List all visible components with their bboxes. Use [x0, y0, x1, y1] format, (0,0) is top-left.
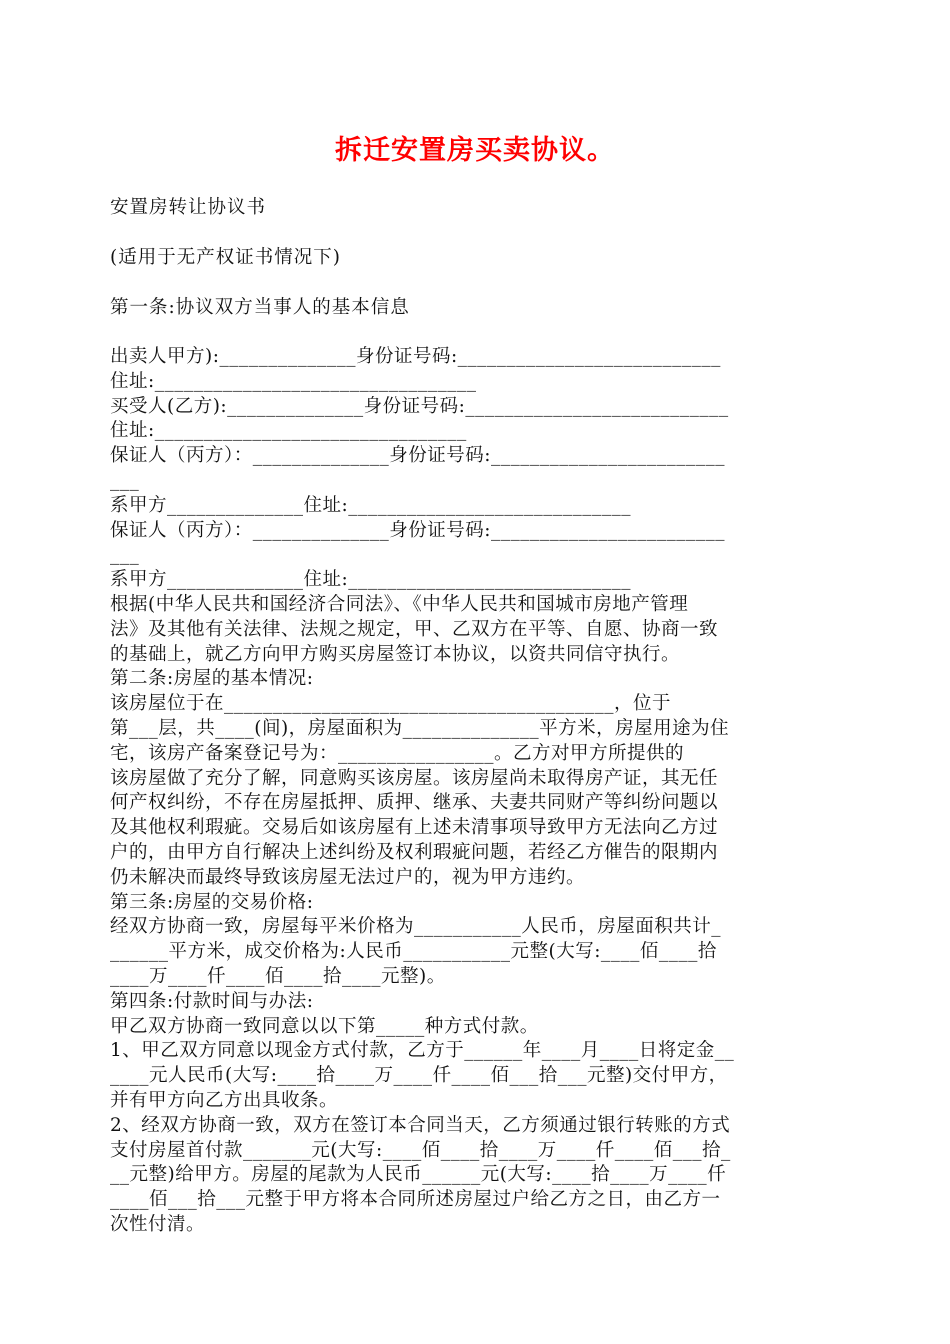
body-line: __元整)给甲方。房屋的尾款为人民币______元(大写:____拾____万____仟 — [110, 1164, 727, 1186]
body-line: 第四条:付款时间与办法: — [110, 990, 314, 1012]
article-one-heading: 第一条:协议双方当事人的基本信息 — [110, 297, 410, 318]
body-line: 该房屋位于在________________________________________，位于 — [110, 693, 672, 715]
body-line: 出卖人甲方):______________身份证号码:___________________________ — [110, 346, 721, 367]
intro-note: (适用于无产权证书情况下) — [110, 247, 341, 268]
body-line: ____佰___拾___元整于甲方将本合同所述房屋过户给乙方之日，由乙方一 — [110, 1189, 721, 1211]
body-line: ____万____仟____佰____拾____元整)。 — [110, 965, 446, 987]
body-line: 系甲方______________住址:_____________________________ — [110, 569, 631, 591]
body-line: 及其他权利瑕疵。交易后如该房屋有上述未清事项导致甲方无法向乙方过 — [110, 817, 719, 839]
body-line: 甲乙双方协商一致同意以以下第_____种方式付款。 — [110, 1015, 539, 1037]
body-line: 支付房屋首付款_______元(大写:____佰____拾____万____仟____佰___拾_ — [110, 1139, 731, 1161]
body-line: 户的，由甲方自行解决上述纠纷及权利瑕疵问题，若经乙方催告的限期内 — [110, 841, 719, 863]
body-line: 并有甲方向乙方出具收条。 — [110, 1089, 339, 1111]
body-line: 何产权纠纷，不存在房屋抵押、质押、继承、夫妻共同财产等纠纷问题以 — [110, 792, 719, 814]
body-line: 经双方协商一致，房屋每平米价格为___________人民币，房屋面积共计_ — [110, 916, 722, 938]
contract-body — [110, 345, 845, 1238]
body-line: ______平方米，成交价格为:人民币___________元整(大写:____佰____拾 — [110, 941, 717, 963]
body-line: 仍未解决而最终导致该房屋无法过户的，视为甲方违约。 — [110, 866, 586, 888]
body-line: 法》及其他有关法律、法规之规定，甲、乙双方在平等、自愿、协商一致 — [110, 618, 719, 640]
body-line: 根据(中华人民共和国经济合同法》、《中华人民共和国城市房地产管理 — [110, 593, 689, 615]
body-line: ___ — [110, 544, 140, 566]
body-line: 宅，该房产备案登记号为：________________。乙方对甲方所提供的 — [110, 742, 685, 764]
body-line: 住址:________________________________ — [110, 420, 467, 442]
body-line: 第二条:房屋的基本情况: — [110, 668, 314, 690]
intro-heading: 安置房转让协议书 — [110, 197, 267, 218]
body-line: 1、甲乙双方同意以现金方式付款，乙方于______年____月____日将定金__ — [110, 1040, 735, 1062]
document-title: 拆迁安置房买卖协议。 — [335, 135, 615, 166]
body-line: 的基础上，就乙方向甲方购买房屋签订本协议，以资共同信守执行。 — [110, 643, 681, 665]
body-line: 买受人(乙方):______________身份证号码:___________________________ — [110, 395, 729, 417]
body-line: 次性付清。 — [110, 1213, 206, 1235]
body-line: 2、经双方协商一致，双方在签订本合同当天，乙方须通过银行转账的方式 — [110, 1114, 731, 1136]
body-line: 系甲方______________住址:_____________________________ — [110, 494, 631, 516]
body-line: 保证人（丙方）：______________身份证号码:________________________ — [110, 445, 725, 467]
body-line: 第___层，共____(间)，房屋面积为______________平方米，房屋用途为住 — [110, 717, 730, 739]
body-line: 住址:_________________________________ — [110, 370, 477, 392]
body-line: ___ — [110, 469, 140, 491]
body-line: ____元人民币(大写:____拾____万____仟____佰___拾___元整)交付甲方， — [110, 1065, 728, 1087]
body-line: 保证人（丙方）：______________身份证号码:________________________ — [110, 519, 725, 541]
body-line: 第三条:房屋的交易价格: — [110, 891, 314, 913]
body-line: 该房屋做了充分了解，同意购买该房屋。该房屋尚未取得房产证，其无任 — [110, 767, 719, 789]
